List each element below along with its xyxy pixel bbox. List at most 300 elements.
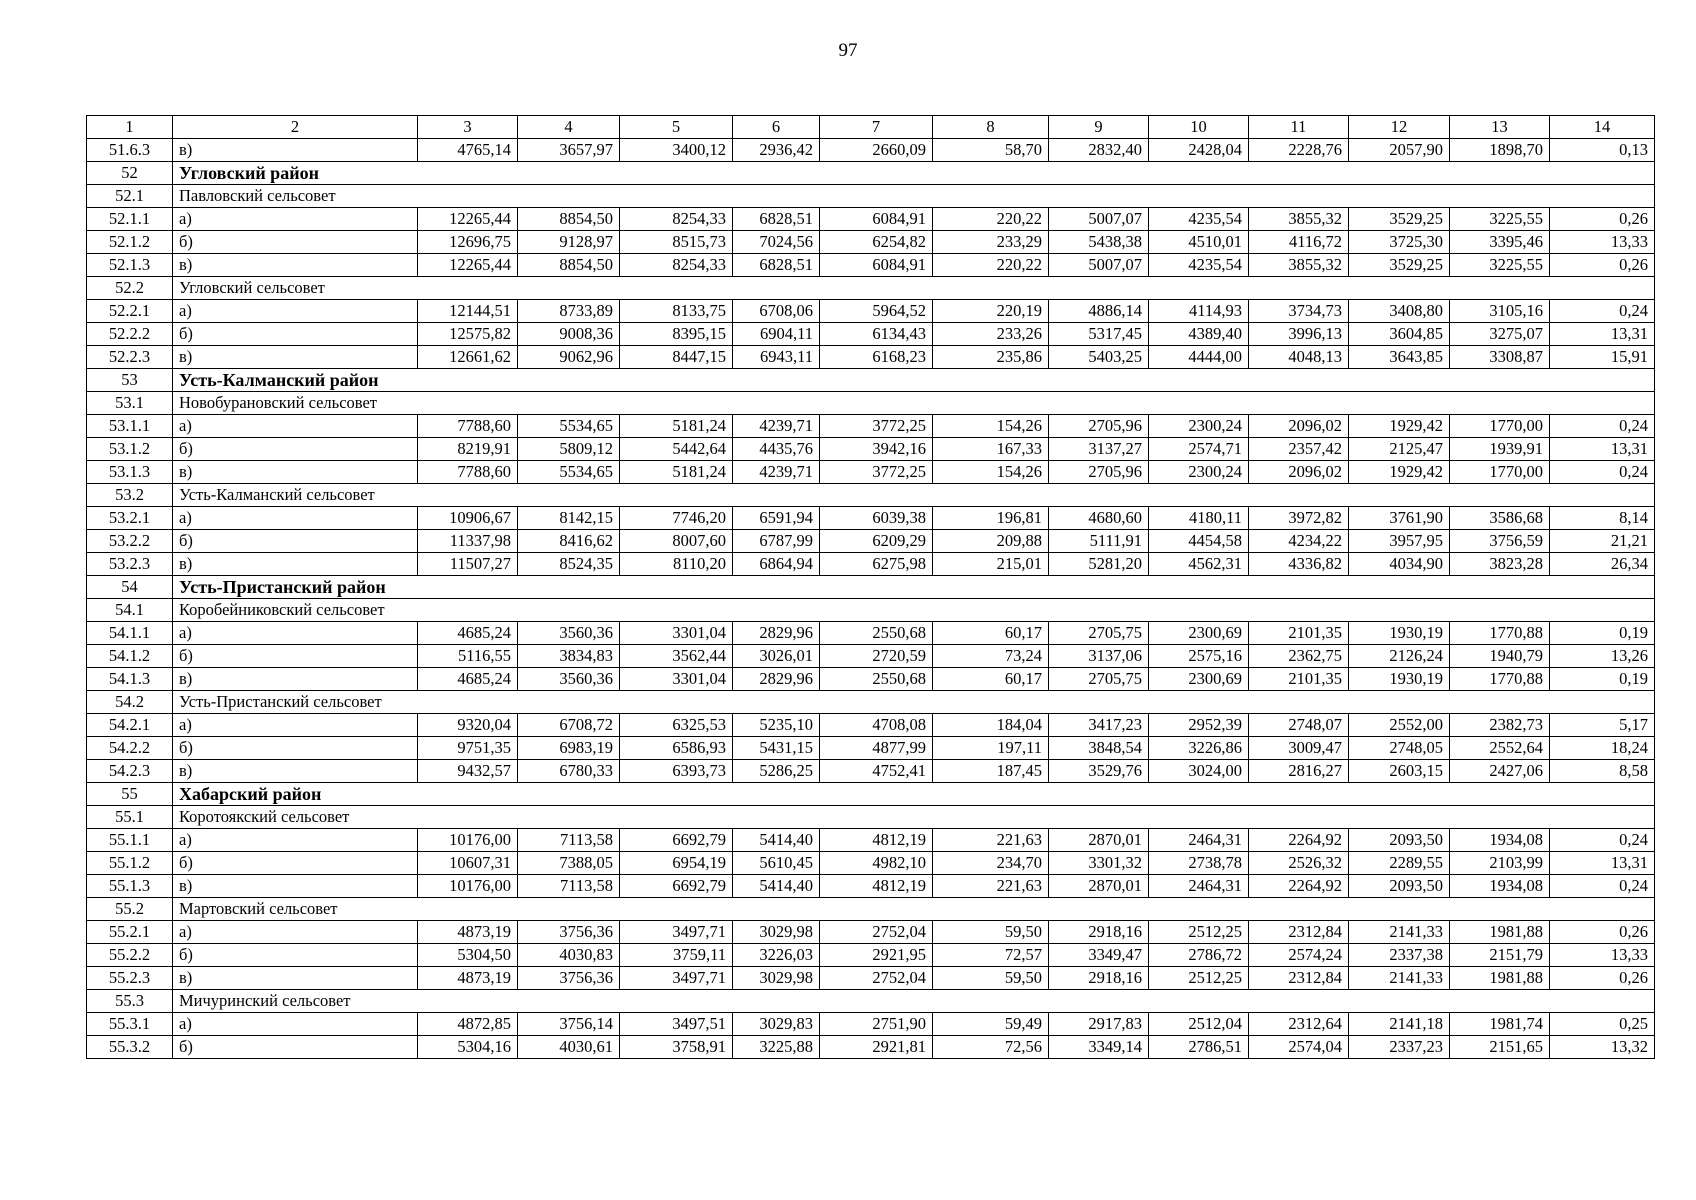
value-cell: 209,88 xyxy=(933,530,1049,553)
value-cell: 2382,73 xyxy=(1450,714,1550,737)
value-cell: 5235,10 xyxy=(733,714,820,737)
value-cell: 2141,33 xyxy=(1349,967,1450,990)
value-cell: 8447,15 xyxy=(620,346,733,369)
value-cell: 8,58 xyxy=(1550,760,1655,783)
value-cell: 3823,28 xyxy=(1450,553,1550,576)
value-cell: 0,24 xyxy=(1550,300,1655,323)
value-cell: 2264,92 xyxy=(1249,829,1349,852)
value-cell: 1929,42 xyxy=(1349,461,1450,484)
value-cell: 73,24 xyxy=(933,645,1049,668)
value-cell: 0,24 xyxy=(1550,461,1655,484)
value-cell: 3756,36 xyxy=(518,967,620,990)
value-cell: 6168,23 xyxy=(820,346,933,369)
row-code: 53.2.1 xyxy=(87,507,173,530)
value-cell: 5286,25 xyxy=(733,760,820,783)
value-cell: 8110,20 xyxy=(620,553,733,576)
column-number-header xyxy=(87,116,1655,139)
value-cell: 9751,35 xyxy=(418,737,518,760)
value-cell: 2748,05 xyxy=(1349,737,1450,760)
row-code: 54.2.2 xyxy=(87,737,173,760)
value-cell: 4752,41 xyxy=(820,760,933,783)
value-cell: 3604,85 xyxy=(1349,323,1450,346)
value-cell: 2093,50 xyxy=(1349,875,1450,898)
row-label: а) xyxy=(173,415,418,438)
value-cell: 4444,00 xyxy=(1149,346,1249,369)
row-label: а) xyxy=(173,622,418,645)
value-cell: 2101,35 xyxy=(1249,668,1349,691)
value-cell: 2921,95 xyxy=(820,944,933,967)
value-cell: 2829,96 xyxy=(733,622,820,645)
value-cell: 4812,19 xyxy=(820,829,933,852)
value-cell: 5431,15 xyxy=(733,737,820,760)
value-cell: 4708,08 xyxy=(820,714,933,737)
district-name: Угловский район xyxy=(173,162,1655,185)
value-cell: 4454,58 xyxy=(1149,530,1249,553)
value-cell: 2126,24 xyxy=(1349,645,1450,668)
value-cell: 3560,36 xyxy=(518,668,620,691)
district-name: Хабарский район xyxy=(173,783,1655,806)
council-row xyxy=(87,898,1655,921)
header-cell: 9 xyxy=(1049,116,1149,139)
value-cell: 8,14 xyxy=(1550,507,1655,530)
row-label: в) xyxy=(173,461,418,484)
table-row xyxy=(87,967,1655,990)
council-name: Усть-Калманский сельсовет xyxy=(173,484,1655,507)
value-cell: 5007,07 xyxy=(1049,208,1149,231)
council-row xyxy=(87,691,1655,714)
value-cell: 0,26 xyxy=(1550,921,1655,944)
value-cell: 8133,75 xyxy=(620,300,733,323)
row-code: 53.2 xyxy=(87,484,173,507)
row-code: 52.2.1 xyxy=(87,300,173,323)
table-row xyxy=(87,254,1655,277)
district-name: Усть-Пристанский район xyxy=(173,576,1655,599)
value-cell: 3497,71 xyxy=(620,967,733,990)
value-cell: 4873,19 xyxy=(418,967,518,990)
value-cell: 2427,06 xyxy=(1450,760,1550,783)
council-row xyxy=(87,392,1655,415)
value-cell: 4510,01 xyxy=(1149,231,1249,254)
value-cell: 8854,50 xyxy=(518,208,620,231)
value-cell: 72,56 xyxy=(933,1036,1049,1059)
row-code: 52.1.2 xyxy=(87,231,173,254)
value-cell: 3772,25 xyxy=(820,415,933,438)
council-name: Коротоякский сельсовет xyxy=(173,806,1655,829)
value-cell: 3972,82 xyxy=(1249,507,1349,530)
value-cell: 6983,19 xyxy=(518,737,620,760)
value-cell: 5007,07 xyxy=(1049,254,1149,277)
value-cell: 1930,19 xyxy=(1349,622,1450,645)
value-cell: 2312,84 xyxy=(1249,967,1349,990)
value-cell: 4886,14 xyxy=(1049,300,1149,323)
value-cell: 3657,97 xyxy=(518,139,620,162)
header-cell: 4 xyxy=(518,116,620,139)
row-code: 52 xyxy=(87,162,173,185)
value-cell: 3996,13 xyxy=(1249,323,1349,346)
header-cell: 11 xyxy=(1249,116,1349,139)
value-cell: 5414,40 xyxy=(733,875,820,898)
value-cell: 8142,15 xyxy=(518,507,620,530)
value-cell: 2738,78 xyxy=(1149,852,1249,875)
value-cell: 3942,16 xyxy=(820,438,933,461)
row-label: а) xyxy=(173,714,418,737)
value-cell: 2917,83 xyxy=(1049,1013,1149,1036)
table-row xyxy=(87,875,1655,898)
value-cell: 3497,51 xyxy=(620,1013,733,1036)
table-row xyxy=(87,553,1655,576)
row-code: 54.2 xyxy=(87,691,173,714)
row-label: б) xyxy=(173,1036,418,1059)
row-code: 55.3.2 xyxy=(87,1036,173,1059)
value-cell: 58,70 xyxy=(933,139,1049,162)
table-row xyxy=(87,737,1655,760)
district-row xyxy=(87,369,1655,392)
value-cell: 3725,30 xyxy=(1349,231,1450,254)
value-cell: 7024,56 xyxy=(733,231,820,254)
district-name: Усть-Калманский район xyxy=(173,369,1655,392)
value-cell: 4685,24 xyxy=(418,622,518,645)
value-cell: 3349,47 xyxy=(1049,944,1149,967)
row-label: в) xyxy=(173,668,418,691)
header-cell: 13 xyxy=(1450,116,1550,139)
row-code: 54.1.1 xyxy=(87,622,173,645)
value-cell: 5181,24 xyxy=(620,461,733,484)
value-cell: 2603,15 xyxy=(1349,760,1450,783)
value-cell: 1770,00 xyxy=(1450,415,1550,438)
row-code: 55.1 xyxy=(87,806,173,829)
value-cell: 2786,72 xyxy=(1149,944,1249,967)
value-cell: 2141,18 xyxy=(1349,1013,1450,1036)
value-cell: 5534,65 xyxy=(518,461,620,484)
value-cell: 2748,07 xyxy=(1249,714,1349,737)
value-cell: 5181,24 xyxy=(620,415,733,438)
row-code: 54 xyxy=(87,576,173,599)
value-cell: 3009,47 xyxy=(1249,737,1349,760)
value-cell: 3560,36 xyxy=(518,622,620,645)
value-cell: 11337,98 xyxy=(418,530,518,553)
table-row xyxy=(87,668,1655,691)
value-cell: 8416,62 xyxy=(518,530,620,553)
value-cell: 12144,51 xyxy=(418,300,518,323)
value-cell: 2918,16 xyxy=(1049,921,1149,944)
value-cell: 5534,65 xyxy=(518,415,620,438)
value-cell: 3759,11 xyxy=(620,944,733,967)
row-label: б) xyxy=(173,323,418,346)
value-cell: 6254,82 xyxy=(820,231,933,254)
value-cell: 3301,32 xyxy=(1049,852,1149,875)
value-cell: 2357,42 xyxy=(1249,438,1349,461)
value-cell: 4812,19 xyxy=(820,875,933,898)
value-cell: 3225,55 xyxy=(1450,208,1550,231)
value-cell: 4239,71 xyxy=(733,415,820,438)
value-cell: 184,04 xyxy=(933,714,1049,737)
value-cell: 8733,89 xyxy=(518,300,620,323)
value-cell: 4982,10 xyxy=(820,852,933,875)
value-cell: 3772,25 xyxy=(820,461,933,484)
row-label: б) xyxy=(173,530,418,553)
row-code: 52.1.3 xyxy=(87,254,173,277)
table-row xyxy=(87,507,1655,530)
header-cell: 1 xyxy=(87,116,173,139)
value-cell: 1981,88 xyxy=(1450,967,1550,990)
row-label: а) xyxy=(173,300,418,323)
value-cell: 5414,40 xyxy=(733,829,820,852)
value-cell: 233,26 xyxy=(933,323,1049,346)
row-code: 54.1.3 xyxy=(87,668,173,691)
value-cell: 2952,39 xyxy=(1149,714,1249,737)
row-code: 52.1.1 xyxy=(87,208,173,231)
value-cell: 9062,96 xyxy=(518,346,620,369)
row-label: в) xyxy=(173,967,418,990)
value-cell: 3855,32 xyxy=(1249,208,1349,231)
value-cell: 12265,44 xyxy=(418,208,518,231)
row-label: б) xyxy=(173,737,418,760)
value-cell: 6708,72 xyxy=(518,714,620,737)
value-cell: 6780,33 xyxy=(518,760,620,783)
value-cell: 2057,90 xyxy=(1349,139,1450,162)
value-cell: 13,31 xyxy=(1550,852,1655,875)
row-code: 55.2 xyxy=(87,898,173,921)
table-row xyxy=(87,415,1655,438)
value-cell: 2574,71 xyxy=(1149,438,1249,461)
row-label: а) xyxy=(173,921,418,944)
value-cell: 21,21 xyxy=(1550,530,1655,553)
council-row xyxy=(87,599,1655,622)
value-cell: 2300,24 xyxy=(1149,461,1249,484)
value-cell: 2428,04 xyxy=(1149,139,1249,162)
value-cell: 7746,20 xyxy=(620,507,733,530)
table-row xyxy=(87,323,1655,346)
value-cell: 220,19 xyxy=(933,300,1049,323)
row-code: 54.1 xyxy=(87,599,173,622)
value-cell: 2720,59 xyxy=(820,645,933,668)
value-cell: 4562,31 xyxy=(1149,553,1249,576)
district-row xyxy=(87,162,1655,185)
header-cell: 6 xyxy=(733,116,820,139)
value-cell: 2918,16 xyxy=(1049,967,1149,990)
value-cell: 4030,61 xyxy=(518,1036,620,1059)
value-cell: 8254,33 xyxy=(620,208,733,231)
row-label: в) xyxy=(173,139,418,162)
council-row xyxy=(87,185,1655,208)
council-name: Коробейниковский сельсовет xyxy=(173,599,1655,622)
council-name: Угловский сельсовет xyxy=(173,277,1655,300)
row-code: 53.1.1 xyxy=(87,415,173,438)
value-cell: 233,29 xyxy=(933,231,1049,254)
value-cell: 2816,27 xyxy=(1249,760,1349,783)
value-cell: 18,24 xyxy=(1550,737,1655,760)
header-cell: 14 xyxy=(1550,116,1655,139)
value-cell: 6325,53 xyxy=(620,714,733,737)
value-cell: 0,24 xyxy=(1550,829,1655,852)
value-cell: 5964,52 xyxy=(820,300,933,323)
value-cell: 3643,85 xyxy=(1349,346,1450,369)
value-cell: 3417,23 xyxy=(1049,714,1149,737)
council-name: Мичуринский сельсовет xyxy=(173,990,1655,1013)
value-cell: 1981,88 xyxy=(1450,921,1550,944)
value-cell: 12265,44 xyxy=(418,254,518,277)
value-cell: 10607,31 xyxy=(418,852,518,875)
row-label: а) xyxy=(173,829,418,852)
row-label: в) xyxy=(173,760,418,783)
value-cell: 12575,82 xyxy=(418,323,518,346)
value-cell: 4114,93 xyxy=(1149,300,1249,323)
value-cell: 0,26 xyxy=(1550,208,1655,231)
value-cell: 5809,12 xyxy=(518,438,620,461)
value-cell: 2151,79 xyxy=(1450,944,1550,967)
value-cell: 1981,74 xyxy=(1450,1013,1550,1036)
value-cell: 215,01 xyxy=(933,553,1049,576)
value-cell: 2751,90 xyxy=(820,1013,933,1036)
value-cell: 1770,88 xyxy=(1450,622,1550,645)
council-row xyxy=(87,806,1655,829)
value-cell: 2312,64 xyxy=(1249,1013,1349,1036)
value-cell: 3408,80 xyxy=(1349,300,1450,323)
row-code: 55.1.3 xyxy=(87,875,173,898)
value-cell: 4030,83 xyxy=(518,944,620,967)
row-label: б) xyxy=(173,645,418,668)
value-cell: 2786,51 xyxy=(1149,1036,1249,1059)
value-cell: 3301,04 xyxy=(620,622,733,645)
value-cell: 3226,86 xyxy=(1149,737,1249,760)
value-cell: 12661,62 xyxy=(418,346,518,369)
value-cell: 2362,75 xyxy=(1249,645,1349,668)
value-cell: 7788,60 xyxy=(418,415,518,438)
value-cell: 3137,06 xyxy=(1049,645,1149,668)
value-cell: 0,25 xyxy=(1550,1013,1655,1036)
council-name: Павловский сельсовет xyxy=(173,185,1655,208)
header-row xyxy=(87,116,1655,139)
value-cell: 3756,14 xyxy=(518,1013,620,1036)
value-cell: 6586,93 xyxy=(620,737,733,760)
value-cell: 0,13 xyxy=(1550,139,1655,162)
value-cell: 3301,04 xyxy=(620,668,733,691)
value-cell: 2312,84 xyxy=(1249,921,1349,944)
value-cell: 0,26 xyxy=(1550,254,1655,277)
value-cell: 4235,54 xyxy=(1149,208,1249,231)
value-cell: 2125,47 xyxy=(1349,438,1450,461)
value-cell: 3029,83 xyxy=(733,1013,820,1036)
value-cell: 2550,68 xyxy=(820,622,933,645)
value-cell: 13,33 xyxy=(1550,944,1655,967)
value-cell: 15,91 xyxy=(1550,346,1655,369)
value-cell: 2228,76 xyxy=(1249,139,1349,162)
value-cell: 8854,50 xyxy=(518,254,620,277)
value-cell: 2575,16 xyxy=(1149,645,1249,668)
value-cell: 8395,15 xyxy=(620,323,733,346)
header-cell: 5 xyxy=(620,116,733,139)
value-cell: 3308,87 xyxy=(1450,346,1550,369)
table-row xyxy=(87,944,1655,967)
row-code: 54.2.3 xyxy=(87,760,173,783)
value-cell: 2552,64 xyxy=(1450,737,1550,760)
value-cell: 3395,46 xyxy=(1450,231,1550,254)
value-cell: 3756,36 xyxy=(518,921,620,944)
row-code: 55.3 xyxy=(87,990,173,1013)
value-cell: 2921,81 xyxy=(820,1036,933,1059)
table-row xyxy=(87,760,1655,783)
value-cell: 3529,25 xyxy=(1349,254,1450,277)
row-label: а) xyxy=(173,507,418,530)
value-cell: 3957,95 xyxy=(1349,530,1450,553)
table-row xyxy=(87,300,1655,323)
table-row xyxy=(87,645,1655,668)
value-cell: 13,31 xyxy=(1550,438,1655,461)
value-cell: 4877,99 xyxy=(820,737,933,760)
value-cell: 3529,76 xyxy=(1049,760,1149,783)
value-cell: 6692,79 xyxy=(620,829,733,852)
value-cell: 3137,27 xyxy=(1049,438,1149,461)
value-cell: 8515,73 xyxy=(620,231,733,254)
value-cell: 2464,31 xyxy=(1149,829,1249,852)
value-cell: 6039,38 xyxy=(820,507,933,530)
value-cell: 6084,91 xyxy=(820,254,933,277)
value-cell: 2705,96 xyxy=(1049,461,1149,484)
value-cell: 6134,43 xyxy=(820,323,933,346)
row-label: б) xyxy=(173,852,418,875)
value-cell: 2660,09 xyxy=(820,139,933,162)
value-cell: 2096,02 xyxy=(1249,415,1349,438)
table-body xyxy=(87,139,1655,1059)
value-cell: 4873,19 xyxy=(418,921,518,944)
table-row xyxy=(87,829,1655,852)
value-cell: 1934,08 xyxy=(1450,875,1550,898)
value-cell: 59,50 xyxy=(933,967,1049,990)
value-cell: 1770,88 xyxy=(1450,668,1550,691)
district-row xyxy=(87,576,1655,599)
header-cell: 2 xyxy=(173,116,418,139)
value-cell: 0,24 xyxy=(1550,875,1655,898)
row-label: б) xyxy=(173,944,418,967)
value-cell: 3734,73 xyxy=(1249,300,1349,323)
value-cell: 9320,04 xyxy=(418,714,518,737)
value-cell: 220,22 xyxy=(933,254,1049,277)
value-cell: 4872,85 xyxy=(418,1013,518,1036)
value-cell: 1930,19 xyxy=(1349,668,1450,691)
value-cell: 2093,50 xyxy=(1349,829,1450,852)
value-cell: 2300,69 xyxy=(1149,668,1249,691)
value-cell: 26,34 xyxy=(1550,553,1655,576)
row-label: в) xyxy=(173,553,418,576)
value-cell: 60,17 xyxy=(933,622,1049,645)
row-code: 55.3.1 xyxy=(87,1013,173,1036)
value-cell: 3497,71 xyxy=(620,921,733,944)
value-cell: 59,50 xyxy=(933,921,1049,944)
page-number: 97 xyxy=(838,40,858,61)
row-code: 55 xyxy=(87,783,173,806)
value-cell: 2464,31 xyxy=(1149,875,1249,898)
value-cell: 2550,68 xyxy=(820,668,933,691)
value-cell: 6084,91 xyxy=(820,208,933,231)
table-row xyxy=(87,852,1655,875)
value-cell: 2705,96 xyxy=(1049,415,1149,438)
row-label: б) xyxy=(173,231,418,254)
value-cell: 3834,83 xyxy=(518,645,620,668)
district-row xyxy=(87,783,1655,806)
value-cell: 5304,50 xyxy=(418,944,518,967)
value-cell: 9432,57 xyxy=(418,760,518,783)
table-row xyxy=(87,139,1655,162)
value-cell: 8524,35 xyxy=(518,553,620,576)
value-cell: 2141,33 xyxy=(1349,921,1450,944)
row-code: 55.1.2 xyxy=(87,852,173,875)
value-cell: 197,11 xyxy=(933,737,1049,760)
value-cell: 2526,32 xyxy=(1249,852,1349,875)
value-cell: 2300,24 xyxy=(1149,415,1249,438)
value-cell: 5116,55 xyxy=(418,645,518,668)
value-cell: 6943,11 xyxy=(733,346,820,369)
value-cell: 4685,24 xyxy=(418,668,518,691)
